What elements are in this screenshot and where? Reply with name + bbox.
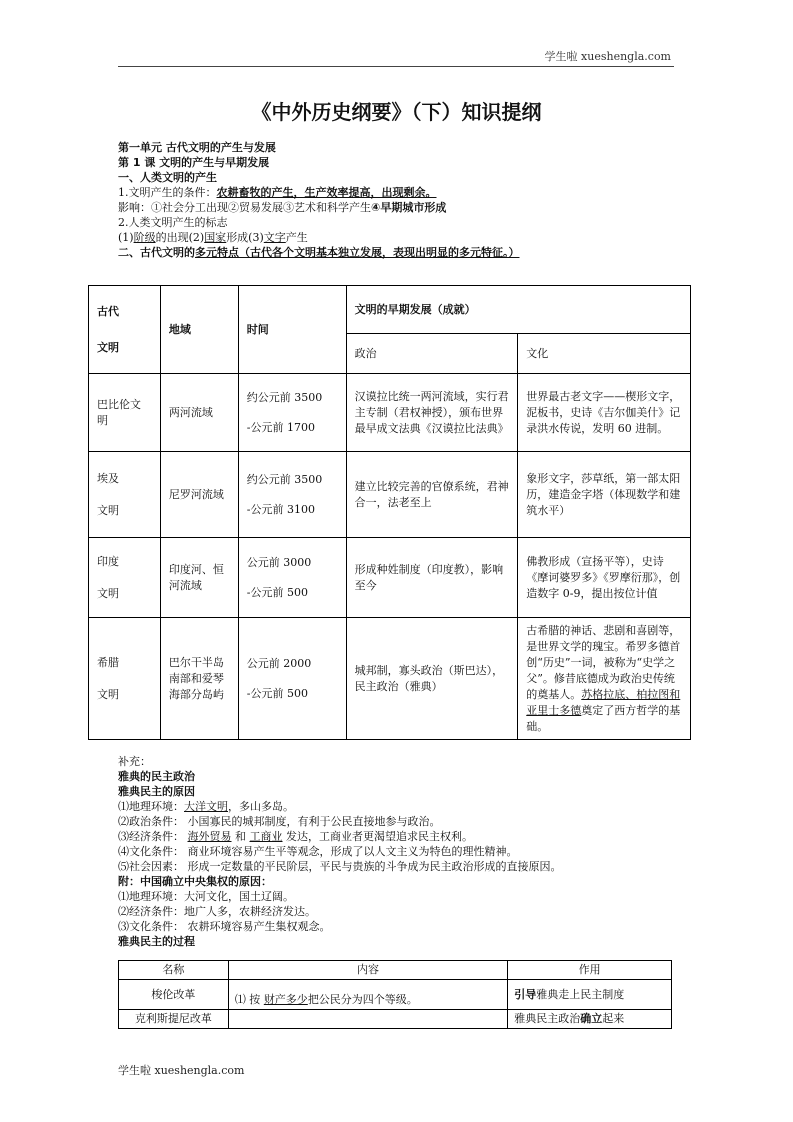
cell-reform-effect: 雅典民主政治确立起来 [508, 1010, 672, 1029]
unit-heading: 第一单元 古代文明的产生与发展 [118, 141, 276, 154]
supp-heading-causes: 雅典民主的原因 [118, 785, 195, 798]
th-civilization: 古代 文明 [89, 286, 161, 374]
cell-region: 巴尔干半岛南部和爱琴海部分岛屿 [160, 618, 238, 740]
supp-reason-2: ⑵政治条件： 小国寡民的城邦制度，有利于公民直接地参与政治。 [118, 815, 441, 828]
supplement-section [118, 754, 698, 949]
cell-region: 尼罗河流域 [160, 452, 238, 538]
reform-header-row [119, 961, 672, 980]
cell-politics: 形成种姓制度（印度教），影响至今 [346, 538, 518, 618]
cell-region: 印度河、恒河流域 [160, 538, 238, 618]
cell-politics: 建立比较完善的官僚系统，君神合一，法老至上 [346, 452, 518, 538]
cell-civ: 巴比伦文明 [89, 374, 161, 452]
table-row [119, 1010, 672, 1029]
page-title: 《中外历史纲要》（下）知识提纲 [251, 100, 542, 124]
th-name: 名称 [119, 961, 229, 980]
supp-heading-athens: 雅典的民主政治 [118, 770, 195, 783]
china-reason-1: ⑴地理环境：大河文化，国土辽阔。 [118, 890, 294, 903]
lesson-heading: 第 1 课 文明的产生与早期发展 [118, 156, 270, 169]
reform-table [118, 960, 672, 1029]
china-reason-3: ⑶文化条件： 农耕环境容易产生集权观念。 [118, 920, 331, 933]
s1-line4: (1)阶级的出现(2)国家形成(3)文字产生 [118, 231, 308, 244]
s1-line1: 1.文明产生的条件：农耕畜牧的产生，生产效率提高，出现剩余。 [118, 186, 437, 199]
supp-label: 补充： [118, 755, 151, 768]
cell-civ: 希腊 文明 [89, 618, 161, 740]
s1-line2: 影响：①社会分工出现②贸易发展③艺术和科学产生④早期城市形成 [118, 201, 447, 214]
th-culture: 文化 [518, 334, 691, 374]
cell-culture: 佛教形成（宣扬平等），史诗《摩诃婆罗多》《罗摩衍那》，创造数字 0-9，提出按位计值 [518, 538, 691, 618]
supp-reason-1: ⑴地理环境：大洋文明，多山多岛。 [118, 800, 294, 813]
cell-reform-name: 梭伦改革 [119, 980, 229, 1010]
cell-reform-effect: 引导雅典走上民主制度 [508, 980, 672, 1010]
s1-heading: 一、人类文明的产生 [118, 171, 217, 184]
supp-reason-3: ⑶经济条件： 海外贸易 和 工商业 发达，工商业者更渴望追求民主权利。 [118, 830, 473, 843]
table-row [89, 538, 691, 618]
cell-politics: 汉谟拉比统一两河流域，实行君主专制（君权神授），颁布世界最早成文法典《汉谟拉比法典》 [346, 374, 518, 452]
s2-heading: 二、古代文明的多元特点（古代各个文明基本独立发展，表现出明显的多元特征。） [118, 246, 520, 259]
cell-time: 公元前 3000 -公元前 500 [238, 538, 346, 618]
table-row [89, 618, 691, 740]
table-row [89, 452, 691, 538]
cell-region: 两河流域 [160, 374, 238, 452]
supp-heading-china: 附：中国确立中央集权的原因： [118, 875, 272, 888]
cell-reform-content: ⑴ 按 财产多少把公民分为四个等级。 [228, 980, 507, 1010]
cell-time: 约公元前 3500 -公元前 1700 [238, 374, 346, 452]
footer-site: 学生啦 xueshengla.com [118, 1064, 245, 1077]
table-row [119, 980, 672, 1010]
intro-section [118, 140, 698, 260]
th-development: 文明的早期发展（成就） [346, 286, 690, 334]
cell-politics: 城邦制，寡头政治（斯巴达），民主政治（雅典） [346, 618, 518, 740]
table-header-row [89, 286, 691, 334]
cell-civ: 埃及 文明 [89, 452, 161, 538]
civilizations-table [88, 285, 691, 740]
th-time: 时间 [238, 286, 346, 374]
china-reason-2: ⑵经济条件：地广人多，农耕经济发达。 [118, 905, 316, 918]
cell-time: 约公元前 3500 -公元前 3100 [238, 452, 346, 538]
th-content: 内容 [228, 961, 507, 980]
supp-heading-process: 雅典民主的过程 [118, 935, 195, 948]
th-effect: 作用 [508, 961, 672, 980]
header-site: 学生啦 xueshengla.com [544, 50, 671, 63]
cell-civ: 印度 文明 [89, 538, 161, 618]
cell-reform-name: 克利斯提尼改革 [119, 1010, 229, 1029]
header-rule [118, 66, 674, 67]
s1-line3: 2.人类文明产生的标志 [118, 216, 228, 229]
supp-reason-4: ⑷文化条件： 商业环境容易产生平等观念，形成了以人文主义为特色的理性精神。 [118, 845, 518, 858]
cell-reform-content [228, 1010, 507, 1029]
cell-culture: 古希腊的神话、悲剧和喜剧等，是世界文学的瑰宝。希罗多德首创“历史”一词，被称为“史学之父”。修昔底德成为政治史传统的奠基人。苏格拉底、柏拉图和亚里士多德奠定了西方哲学的基础。 [518, 618, 691, 740]
cell-time: 公元前 2000 -公元前 500 [238, 618, 346, 740]
cell-culture: 世界最古老文字——楔形文字，泥板书，史诗《吉尔伽美什》记录洪水传说，发明 60 进制。 [518, 374, 691, 452]
table-row [89, 374, 691, 452]
th-politics: 政治 [346, 334, 518, 374]
supp-reason-5: ⑸社会因素： 形成一定数量的平民阶层，平民与贵族的斗争成为民主政治形成的直接原因。 [118, 860, 562, 873]
cell-culture: 象形文字，莎草纸，第一部太阳历，建造金字塔（体现数学和建筑水平） [518, 452, 691, 538]
th-region: 地域 [160, 286, 238, 374]
